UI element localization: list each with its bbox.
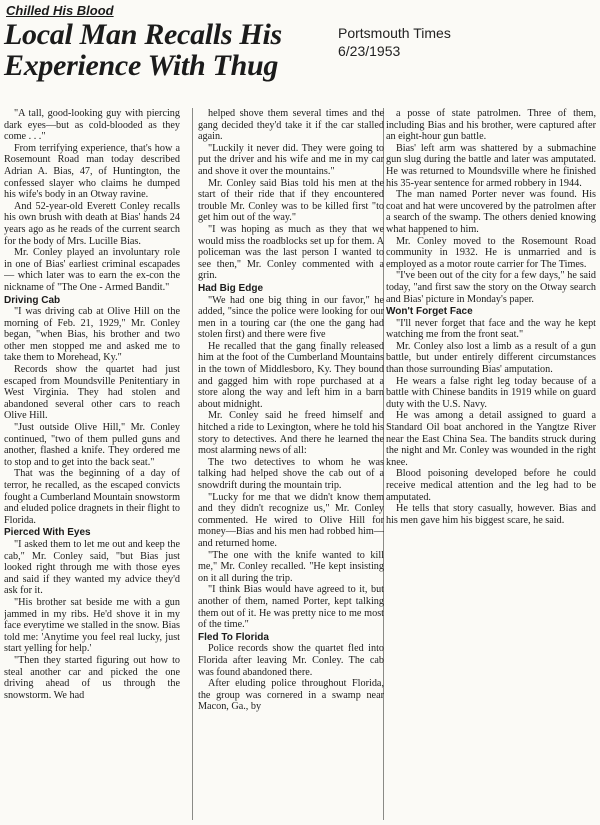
article-column-3 xyxy=(386,108,596,822)
source-label xyxy=(338,24,451,60)
subheading: Won't Forget Face xyxy=(386,306,473,318)
paragraph: Blood poisoning developed before he could receive medical attention and the leg had to be amputated. xyxy=(386,468,596,503)
paragraph: "Luckily it never did. They were going to put the driver and his wife and me in my car and shove it over the mountains." xyxy=(198,142,384,177)
paragraph: Police records show the quartet fled into Florida after leaving Mr. Conley. The cab was found abandoned there. xyxy=(198,643,384,678)
paragraph: "We had one big thing in our favor," he added, "since the police were looking for our men in a touring car (the one the gang had stolen first) and there were five xyxy=(198,294,384,341)
source-publication: Portsmouth Times xyxy=(338,25,451,41)
paragraph: From terrifying experience, that's how a Rosemount Road man today described Adrian A. Bias, 47, of Huntington, the confessed slayer who claims he dumped his wife's body in an Otway ravine. xyxy=(4,142,180,201)
subheading: Driving Cab xyxy=(4,294,61,306)
paragraph: "His brother sat beside me with a gun jammed in my ribs. He'd shove it in my face everytime we stalled in the snow. Bias told me: 'Anytime you feel real lucky, just start yelling for help.' xyxy=(4,596,180,655)
paragraph: He wears a false right leg today because of a battle with Chinese bandits in 1919 while on guard duty with the U.S. Navy. xyxy=(386,375,596,410)
paragraph: The two detectives to whom he was talking had helped shove the cab out of a snowdrift during the mountain trip. xyxy=(198,456,384,491)
paragraph: "The one with the knife wanted to kill me," Mr. Conley recalled. "He kept insisting on it all during the trip. xyxy=(198,549,384,584)
paragraph: a posse of state patrolmen. Three of them, including Bias and his brother, were captured after an eight-hour gun battle. xyxy=(386,108,596,143)
paragraph: "A tall, good-looking guy with piercing dark eyes—but as cold-blooded as they come . . ." xyxy=(4,108,180,143)
article-column-2 xyxy=(198,108,384,822)
paragraph: Bias' left arm was shattered by a submachine gun slug during the battle and later was amputated. He was returned to Moundsville where he finished his 35-year sentence for armed robbery in 1944. xyxy=(386,142,596,189)
paragraph: helped shove them several times and the gang decided they'd take it if the car stalled again. xyxy=(198,108,384,143)
paragraph: He tells that story casually, however. Bias and his men gave him his biggest scare, he said. xyxy=(386,503,596,526)
paragraph: "I'll never forget that face and the way he kept watching me from the front seat." xyxy=(386,317,596,341)
paragraph: "Lucky for me that we didn't know them and they didn't recognize us," Mr. Conley commented. He wired to Olive Hill for money—Bias and his men had robbed him—and returned home. xyxy=(198,491,384,549)
paragraph: He was among a detail assigned to guard a Standard Oil boat anchored in the Yangtze River near the East China Sea. The bandits struck during the night and Mr. Conley was wounded in the right knee. xyxy=(386,410,596,468)
paragraph: Mr. Conley also lost a limb as a result of a gun battle, but under entirely different circumstances than those surrounding Bias' amputation. xyxy=(386,340,596,376)
paragraph: "I think Bias would have agreed to it, but another of them, named Porter, kept talking them out of it. He was pretty nice to me most of the time." xyxy=(198,584,384,631)
subheading: Pierced With Eyes xyxy=(4,527,91,539)
kicker: Chilled His Blood xyxy=(6,3,114,18)
paragraph: That was the beginning of a day of terror, he recalled, as the escaped convicts fought a Cumberland Mountain snowstorm and eluded police dragnets in their flight to Florida. xyxy=(4,468,180,526)
paragraph: Mr. Conley said he freed himself and hitched a ride to Lexington, where he told his story to detectives. And there he learned the most alarming news of all: xyxy=(198,410,384,457)
paragraph: "I was driving cab at Olive Hill on the morning of Feb. 21, 1929," Mr. Conley began, "when Bias, his brother and two other men stopped me and asked me to take them to Morehead, Ky." xyxy=(4,306,180,364)
paragraph: Mr. Conley played an involuntary role in one of Bias' earliest criminal escapades — which later was to earn the ex-con the nickname of "The One - Armed Bandit." xyxy=(4,247,180,293)
paragraph: Mr. Conley moved to the Rosemount Road community in 1932. He is unmarried and is employed as a motor route carrier for The Times. xyxy=(386,235,596,270)
source-date: 6/23/1953 xyxy=(338,43,401,59)
paragraph: And 52-year-old Everett Conley recalls his own brush with death at Bias' hands 24 years ago as he reads of the current search for the body of Mrs. Lucille Bias. xyxy=(4,200,180,247)
article-column-1 xyxy=(4,108,180,822)
paragraph: "Then they started figuring out how to steal another car and picked the one driving ahead of us through the snowstorm. We had xyxy=(4,654,180,701)
paragraph: After eluding police throughout Florida, the group was cornered in a swamp near Macon, Ga., by xyxy=(198,678,384,713)
paragraph: Records show the quartet had just escaped from Moundsville Penitentiary in West Virginia. They had stolen and abandoned several other cars to reach Olive Hill. xyxy=(4,364,180,422)
paragraph: "Just outside Olive Hill," Mr. Conley continued, "two of them pulled guns and another, flashed a knife. They ordered me to stop and to get into the back seat." xyxy=(4,422,180,468)
paragraph: The man named Porter never was found. His coat and hat were uncovered by the patrolmen after a search of the swamp. The others denied knowing what happened to him. xyxy=(386,189,596,235)
subheading: Had Big Edge xyxy=(198,282,264,294)
paragraph: "I asked them to let me out and keep the cab," Mr. Conley said, "but Bias just looked right through me with those eyes and said if they wanted my advice they'd ask for it. xyxy=(4,538,180,597)
headline: Local Man Recalls His Experience With Thug xyxy=(4,18,282,82)
paragraph: "I was hoping as much as they that we would miss the roadblocks set up for them. A policeman was the last person I wanted to see then," Mr. Conley commented with a grin. xyxy=(198,223,384,282)
paragraph: He recalled that the gang finally released him at the foot of the Cumberland Mountains in the town of Middlesboro, Ky. They bound and gagged him with rope purchased at a store along the way and left him in a barn about midnight. xyxy=(198,340,384,410)
paragraph: "I've been out of the city for a few days," he said today, "and first saw the story on the Otway search and Bias' picture in Monday's paper. xyxy=(386,270,596,305)
column-rule xyxy=(192,108,193,820)
subheading: Fled To Florida xyxy=(198,631,269,643)
paragraph: Mr. Conley said Bias told his men at the start of their ride that if they encountered trouble Mr. Conley was to be killed first "to get him out of the way." xyxy=(198,177,384,224)
